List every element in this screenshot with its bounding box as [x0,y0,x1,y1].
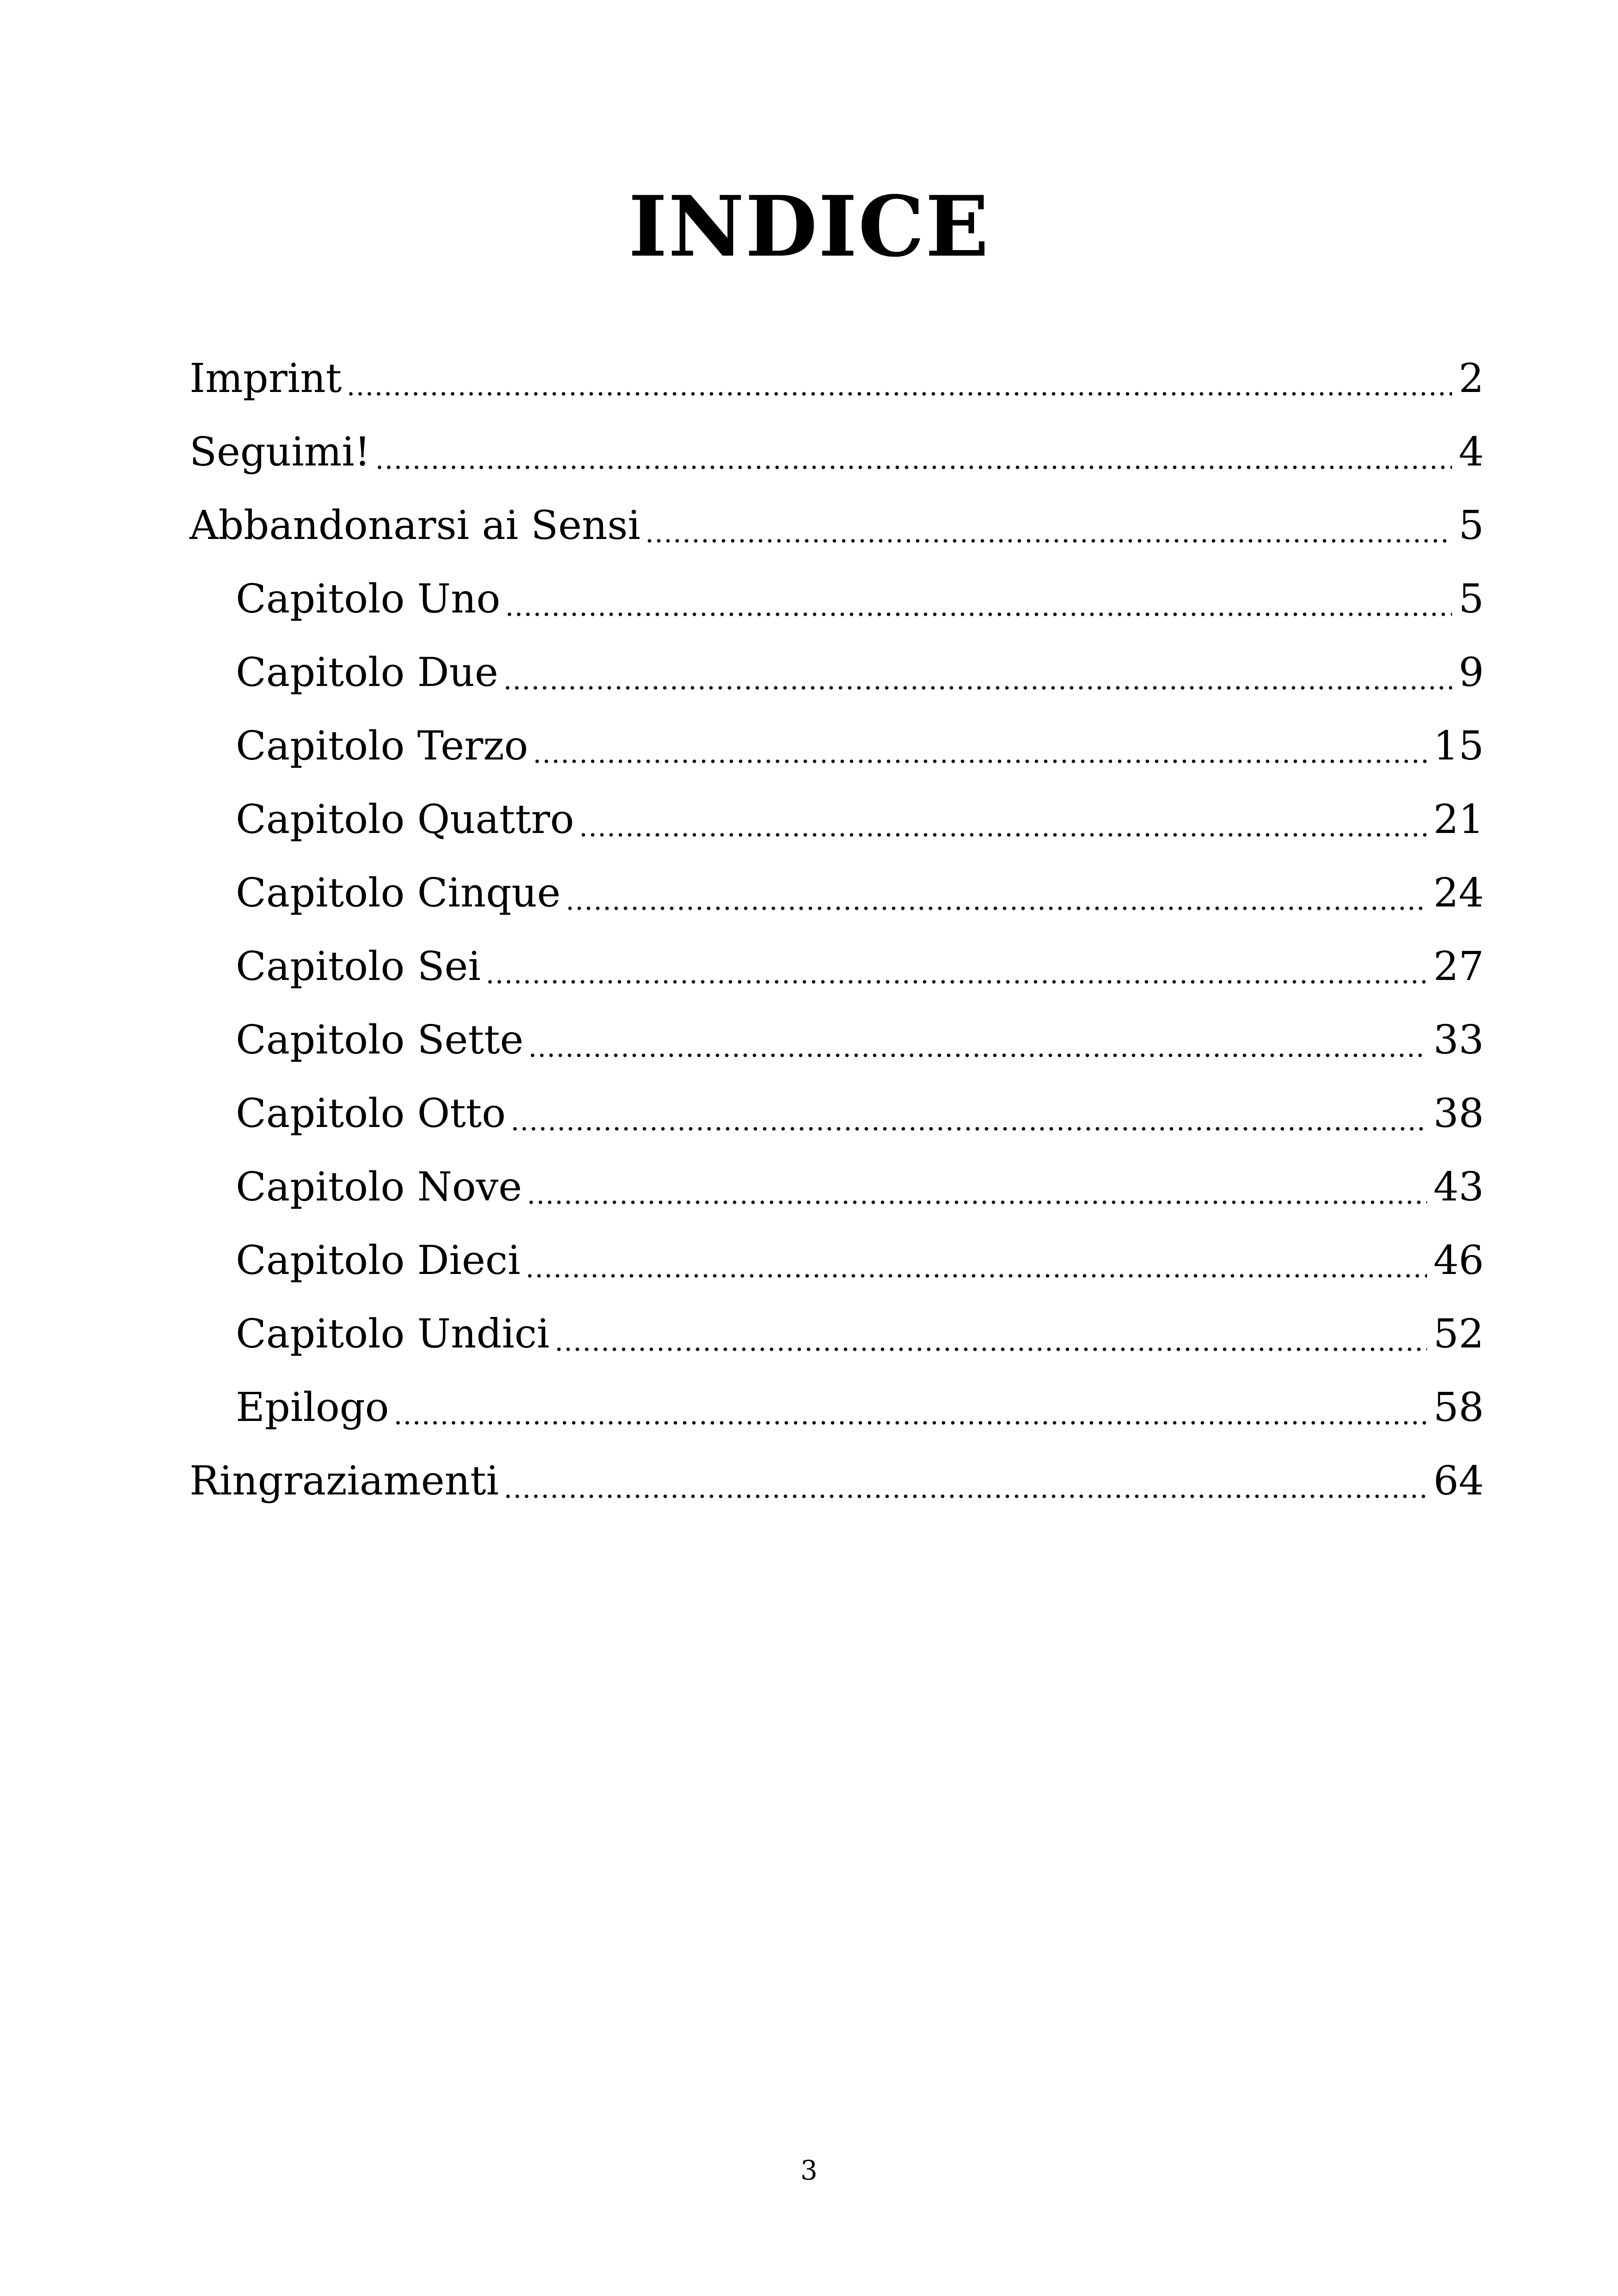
dot-leader [503,1494,1427,1499]
toc-entry-page: 33 [1433,1017,1484,1063]
dot-leader [579,833,1427,837]
toc-entry-label: Capitolo Due [236,649,498,696]
toc-entry-label: Abbandonarsi ai Sensi [190,502,641,549]
dot-leader [528,1053,1427,1058]
toc-entry-label: Capitolo Undici [236,1311,550,1357]
dot-leader [533,759,1427,764]
toc-entry-capitolo-otto[interactable] [190,1077,1484,1151]
toc-entry-capitolo-sei[interactable] [190,930,1484,1004]
toc-entry-page: 43 [1433,1164,1484,1210]
toc-entry-label: Capitolo Sette [236,1017,524,1063]
dot-leader [527,1200,1427,1205]
dot-leader [645,539,1452,543]
dot-leader [485,980,1427,984]
dot-leader [525,1274,1427,1278]
page-number: 3 [800,2155,818,2186]
toc-entry-page: 2 [1459,355,1484,402]
toc-entry-label: Capitolo Quattro [236,796,574,843]
toc-entry-label: Ringraziamenti [190,1458,499,1504]
toc-entry-label: Capitolo Dieci [236,1237,521,1284]
toc-entry-page: 52 [1433,1311,1484,1357]
toc-entry-epilogo[interactable] [190,1371,1484,1445]
toc-entry-abbandonarsi-ai-sensi[interactable] [190,489,1484,563]
dot-leader [393,1420,1427,1425]
dot-leader [554,1347,1427,1352]
toc-entry-page: 9 [1459,649,1484,696]
toc-entry-capitolo-cinque[interactable] [190,857,1484,930]
dot-leader [565,906,1427,911]
toc-entry-page: 5 [1459,502,1484,549]
toc-entry-label: Capitolo Uno [236,576,501,622]
toc-entry-label: Capitolo Nove [236,1164,522,1210]
toc-entry-capitolo-sette[interactable] [190,1004,1484,1077]
dot-leader [505,612,1452,617]
toc-entry-label: Epilogo [236,1384,389,1431]
toc-entry-seguimi[interactable] [190,416,1484,489]
toc-entry-imprint[interactable] [190,342,1484,416]
toc-entry-page: 5 [1459,576,1484,622]
toc-entry-capitolo-terzo[interactable] [190,710,1484,783]
toc-entry-page: 4 [1459,429,1484,475]
toc-entry-label: Capitolo Terzo [236,723,528,769]
toc-entry-label: Capitolo Sei [236,943,481,990]
toc-entry-page: 38 [1433,1090,1484,1137]
toc-entry-capitolo-undici[interactable] [190,1298,1484,1371]
toc-entry-label: Capitolo Otto [236,1090,506,1137]
toc-entry-capitolo-uno[interactable] [190,563,1484,636]
dot-leader [510,1127,1427,1131]
toc-entry-page: 15 [1433,723,1484,769]
toc-entry-page: 21 [1433,796,1484,843]
toc-entry-label: Seguimi! [190,429,371,475]
page-title: INDICE [628,178,990,276]
toc-entry-capitolo-due[interactable] [190,636,1484,710]
dot-leader [503,686,1452,690]
toc-entry-page: 24 [1433,870,1484,916]
toc-entry-capitolo-dieci[interactable] [190,1224,1484,1298]
toc-entry-label: Imprint [190,355,342,402]
toc-entry-page: 27 [1433,943,1484,990]
toc-entry-label: Capitolo Cinque [236,870,561,916]
dot-leader [346,392,1452,396]
table-of-contents [190,342,1484,1518]
toc-entry-page: 58 [1433,1384,1484,1431]
toc-entry-page: 64 [1433,1458,1484,1504]
toc-entry-capitolo-quattro[interactable] [190,783,1484,857]
toc-entry-capitolo-nove[interactable] [190,1151,1484,1224]
toc-entry-ringraziamenti[interactable] [190,1445,1484,1518]
toc-entry-page: 46 [1433,1237,1484,1284]
dot-leader [375,465,1452,470]
